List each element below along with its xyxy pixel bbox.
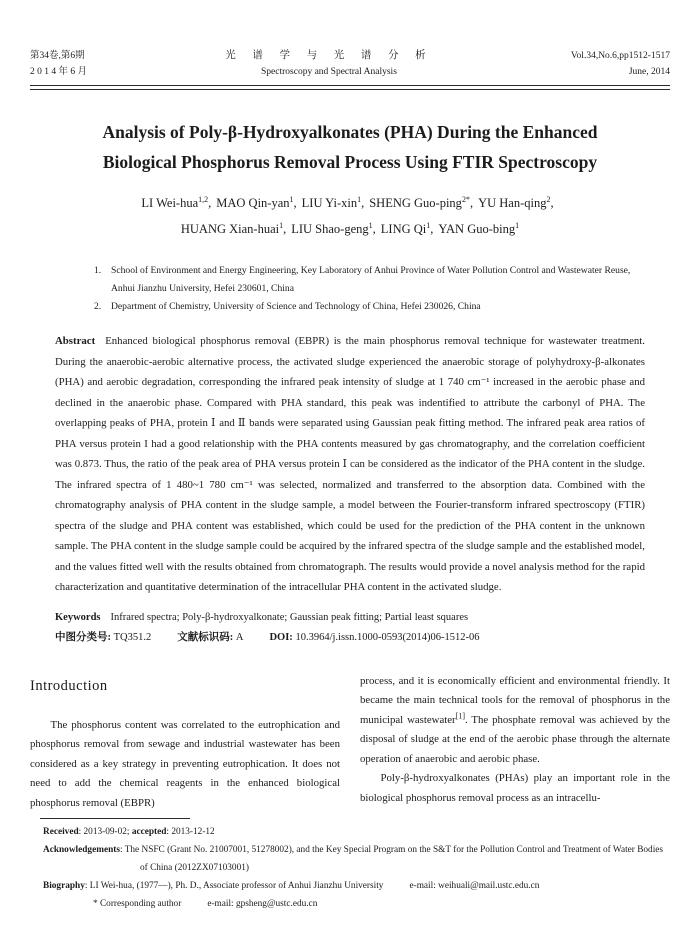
doc-code-value: A [235,631,244,643]
issue-date-en: June, 2014 [628,67,670,77]
author-name: SHENG Guo-ping [369,196,462,210]
affiliation-list [94,262,639,316]
author-name: LI Wei-hua [141,196,199,210]
received-label: Received [43,827,79,837]
author-superscript: 2 [546,194,551,204]
footnote-received [30,823,670,841]
column-right [360,672,670,814]
biography-label: Biography [43,881,85,891]
paper-title-line1: Analysis of Poly-β-Hydroxyalkonates (PHA) During the Enhanced [102,122,598,142]
author-superscript: 1,2 [198,194,209,204]
author-list [30,190,670,242]
biography-email: e-mail: weihuali@mail.ustc.edu.cn [409,881,540,891]
footnote-acknowledgements [30,841,670,877]
author [291,222,381,236]
author [478,196,559,210]
keywords-label: Keywords [55,611,101,623]
author-superscript: 1 [289,194,294,204]
accepted-date: : 2013-12-12 [166,827,215,837]
corresponding-author-note: * Corresponding author [93,899,182,909]
author-separator: , [361,196,365,210]
header-divider-rule [30,85,670,90]
intro-paragraph-right-2: Poly-β-hydroxyalkonates (PHAs) play an important role in the biological phosphorus removal process as an intracellu- [360,772,670,804]
abstract-label: Abstract [55,335,96,347]
author [369,196,478,210]
volume-issue-cn: 第34卷,第6期 [30,51,85,61]
affiliation-number: 2. [94,301,102,312]
keywords-line [55,608,645,628]
received-date: : 2013-09-02; [78,827,132,837]
body-columns [30,672,670,814]
doc-code-label: 文献标识码: [177,631,236,643]
author-name: LIU Yi-xin [301,196,358,210]
accepted-label: accepted [131,827,167,837]
journal-title-cn: 光 谱 学 与 光 谱 分 析 [225,50,433,61]
author-separator: , [372,222,376,236]
author-separator: , [283,222,287,236]
author-superscript: 1 [279,220,284,230]
author [181,222,291,236]
clc-value: TQ351.2 [113,631,152,643]
affiliation-item [94,262,639,298]
paper-title-line2: Biological Phosphorus Removal Process Using FTIR Spectroscopy [102,152,598,172]
footnote-block [30,818,670,913]
author-superscript: 1 [357,194,362,204]
doi-value: 10.3964/j.issn.1000-0593(2014)06-1512-06 [295,631,480,643]
author [302,196,370,210]
header-issue-block-en [571,48,670,80]
journal-title-en: Spectroscopy and Spectral Analysis [261,67,397,77]
corresponding-email: e-mail: gpsheng@ustc.edu.cn [207,899,318,909]
author-superscript: 1 [515,220,520,230]
journal-header [30,48,670,80]
author-line-2 [30,216,670,242]
doi-label: DOI: [269,631,296,643]
acknowledgements-label: Acknowledgements [43,845,120,855]
abstract-text: Enhanced biological phosphorus removal (EBPR) is the main phosphorus removal technique for wastewater treatment. During the anaerobic-aerobic alternative process, the activated sludge experienced the anaerobic storage of polyhydroxy-β-alkonates (PHA) and aerobic degradation, corresponding the infrared peak intensity of sludge at 1 740 cm⁻¹ increased in the aerobic phase and declined in the anaerobic phase. Compared with PHA standard, this peak was indentified to attribute the carbonyl of PHA. The overlapping peaks of PHA, protein Ⅰ and Ⅱ bands were separated using Gaussian peak fitting method. The infrared peak area ratios of PHA versus protein I had a good relationship with the PHA contents measured by gas chromatography, and the correlation coefficient was 0.873. Thus, the ratio of the peak area of PHA versus protein Ⅰ can be considered as the indicator of the PHA content in the sludge. The infrared spectra of 1 480~1 780 cm⁻¹ was selected, normalized and transferred to the absorption data. Combined with the chromatography analysis of PHA content in the sludge sample, a model between the Fourier-transform infrared spectroscopy (FTIR) spectra of the sludge and PHA content was established, which could be used for the prediction of the PHA content in the unknown sample. The PHA content in the sludge sample could be acquired by the infrared spectra of the sludge sample and the established model, and the values fitted well with the results obtained from chromatograph. The results would provide a novel analysis method for the rapid characterization and quantitative determination of the intracellular PHA content in the activated sludge. [55,335,645,593]
acknowledgements-text: : The NSFC (Grant No. 21007001, 51278002), and the Key Special Program on the S&T for the Pollution Control and Treatment of Water Bodies of China (2012ZX07103001) [119,845,664,873]
intro-paragraph-left: The phosphorus content was correlated to the eutrophication and phosphorus removal from sewage and industrial wastewater has been considered as a key strategy in preventing eutrophication. It does not need to add the chemical reagents in the enhanced biological phosphorus removal (EBPR) [30,718,340,809]
paragraph-text: process, and it is economically efficient and environmental friendly. It became the main technical tools for the removal of phosphorus in the municipal wastewater [360,674,670,726]
affiliation-text: School of Environment and Energy Engineering, Key Laboratory of Anhui Province of Water Pollution Control and Wastewater Reuse, Anhui Jianzhu University, Hefei 230601, China [111,265,631,294]
author-name: MAO Qin-yan [216,196,290,210]
paragraph-text: . The phosphate removal was achieved by the disposal of sludge at the end of the aerobic phase through the alternate operation of anaerobic and aerobic phase. [360,713,670,765]
footnote-rule [40,818,190,819]
paper-title [40,117,660,177]
author [438,222,519,236]
footnote-corresponding-author [30,895,670,913]
abstract-section [55,331,645,598]
author-superscript: 1 [368,220,373,230]
author-name: HUANG Xian-huai [180,222,280,236]
affiliation-item [94,298,639,316]
author-name: YAN Guo-bing [438,222,516,236]
header-issue-block-cn [30,48,87,80]
classification-doi-line [55,628,645,648]
affiliation-number: 1. [94,265,102,276]
author-superscript: 1 [426,220,431,230]
issue-date-cn: 2 0 1 4 年 6 月 [30,67,88,77]
affiliation-text: Department of Chemistry, University of Science and Technology of China, Hefei 230026, China [111,301,481,312]
author-separator: , [293,196,297,210]
author-separator: , [208,196,212,210]
author-separator: , [550,196,554,210]
citation-ref-1: [1] [455,710,465,720]
section-heading-introduction: Introduction [30,677,108,694]
author-superscript: 2* [461,194,470,204]
volume-issue-pages: Vol.34,No.6,pp1512-1517 [570,51,670,61]
column-left [30,672,340,814]
journal-title-block [225,48,432,80]
author-name: LIU Shao-geng [291,222,369,236]
author-separator: , [430,222,434,236]
intro-paragraph-right-1 [360,672,670,770]
author-separator: , [469,196,474,210]
author-name: YU Han-qing [478,196,547,210]
footnote-biography [30,877,670,895]
author-name: LING Qi [380,222,427,236]
author [141,196,216,210]
clc-label: 中图分类号: [55,631,114,643]
keywords-text: Infrared spectra; Poly-β-hydroxyalkonate; Gaussian peak fitting; Partial least squares [110,611,469,623]
biography-text: : LI Wei-hua, (1977—), Ph. D., Associate professor of Anhui Jianzhu University [84,881,384,891]
author-line-1 [30,190,670,216]
author [216,196,301,210]
author [381,222,439,236]
